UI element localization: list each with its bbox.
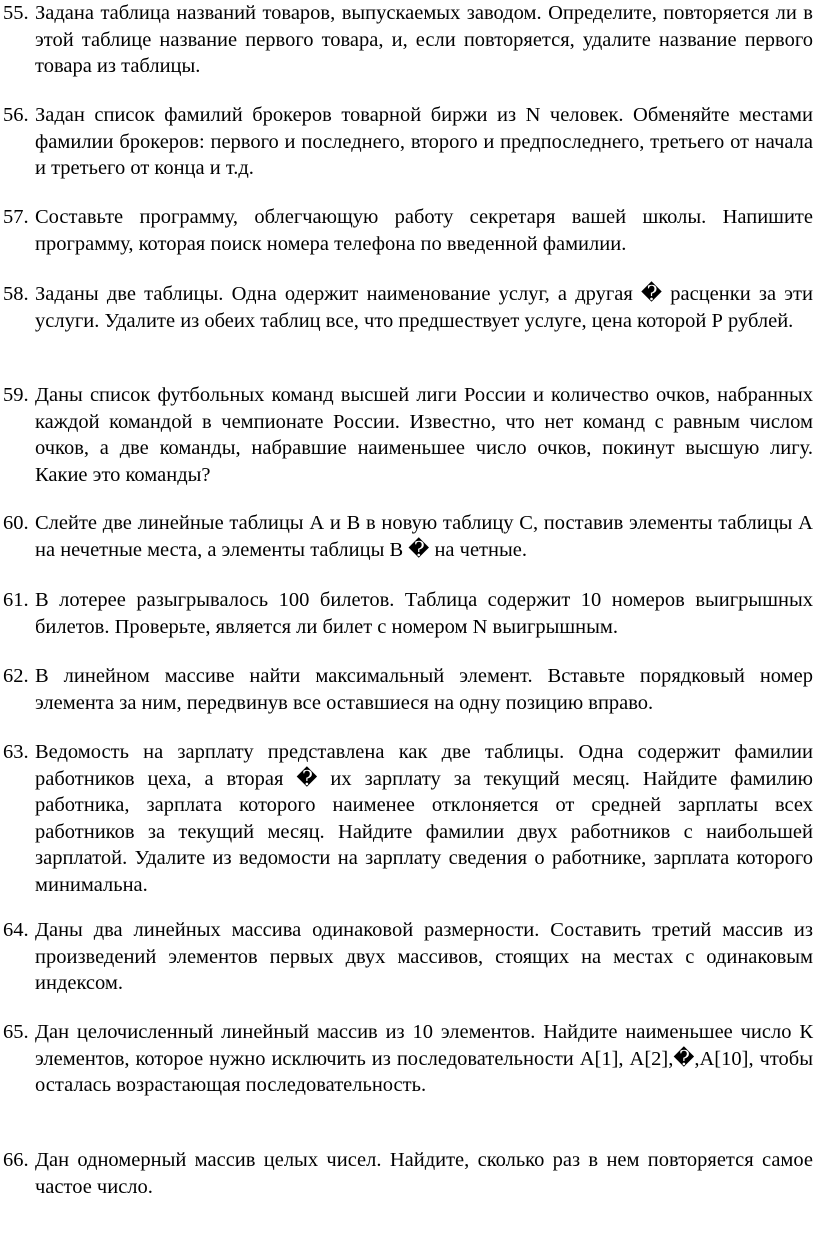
task-number: 64. bbox=[3, 919, 29, 941]
task-number: 61. bbox=[3, 589, 29, 611]
task-text: Ведомость на зарплату представлена как две таблицы. Одна содержит фамилии работников цеха, а вторая � их зарплату за текущий месяц. Найдите фамилию работника, зарплата которого наименее отклоняется от средней зарплаты всех работников за текущий месяц. Найдите фамилии двух работников с наибольшей зарплатой. Удалите из ведомости на зарплату сведения о работнике, зарплата которого минимальна. bbox=[35, 741, 813, 896]
task-text: Дан целочисленный линейный массив из 10 элементов. Найдите наименьшее число К элементов, которое нужно исключить из последовательности А[1], А[2],�,А[10], чтобы осталась возрастающая последовательность. bbox=[35, 1021, 813, 1097]
task-text: Слейте две линейные таблицы А и В в новую таблицу С, поставив элементы таблицы А на нечетные места, а элементы таблицы В � на четные. bbox=[35, 512, 813, 561]
task-text: Задан список фамилий брокеров товарной биржи из N человек. Обменяйте местами фамилии брокеров: первого и последнего, второго и предпоследнего, третьего от начала и третьего от конца и т.д. bbox=[35, 104, 813, 180]
task-number: 59. bbox=[3, 384, 29, 406]
task-number: 57. bbox=[3, 206, 29, 228]
task-text: Составьте программу, облегчающую работу секретаря вашей школы. Напишите программу, которая поиск номера телефона по введенной фамилии. bbox=[35, 206, 813, 255]
task-text: В линейном массиве найти максимальный элемент. Вставьте порядковый номер элемента за ним, передвинув все оставшиеся на одну позицию вправо. bbox=[35, 665, 813, 714]
task-text: Даны два линейных массива одинаковой размерности. Составить третий массив из произведений элементов первых двух массивов, стоящих на местах с одинаковым индексом. bbox=[35, 919, 813, 995]
task-number: 66. bbox=[3, 1149, 29, 1171]
task-number: 55. bbox=[3, 2, 29, 24]
task-number: 60. bbox=[3, 512, 29, 534]
task-number: 56. bbox=[3, 104, 29, 126]
task-text: Задана таблица названий товаров, выпускаемых заводом. Определите, повторяется ли в этой таблице название первого товара, и, если повторяется, удалите название первого товара из таблицы. bbox=[35, 2, 813, 78]
task-text: В лотерее разыгрывалось 100 билетов. Таблица содержит 10 номеров выигрышных билетов. Проверьте, является ли билет с номером N выигрышным. bbox=[35, 589, 813, 638]
task-number: 65. bbox=[3, 1021, 29, 1043]
task-text: Даны список футбольных команд высшей лиги России и количество очков, набранных каждой командой в чемпионате России. Известно, что нет команд с равным числом очков, а две команды, набравшие наименьшее число очков, покинут высшую лигу. Какие это команды? bbox=[35, 384, 813, 486]
task-text: Дан одномерный массив целых чисел. Найдите, сколько раз в нем повторяется самое частое число. bbox=[35, 1149, 813, 1198]
task-text: Заданы две таблицы. Одна одержит наименование услуг, а другая � расценки за эти услуги. Удалите из обеих таблиц все, что предшествует услуге, цена которой Р рублей. bbox=[35, 283, 813, 332]
task-number: 62. bbox=[3, 665, 29, 687]
task-number: 63. bbox=[3, 741, 29, 763]
task-number: 58. bbox=[3, 283, 29, 305]
